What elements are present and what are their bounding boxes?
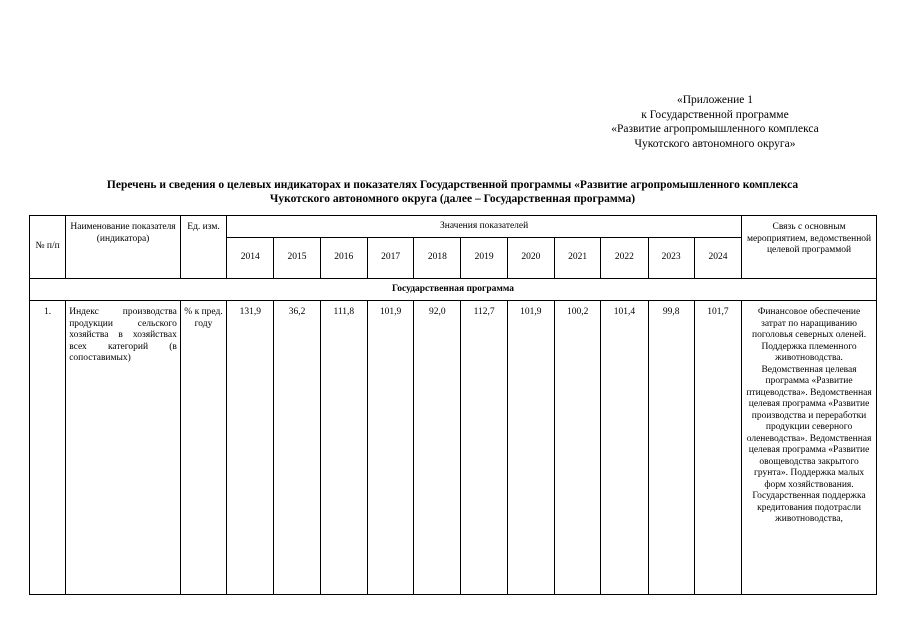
year-header: 2020 bbox=[507, 238, 554, 279]
appendix-line-3: «Развитие агропромышленного комплекса bbox=[611, 123, 819, 135]
year-header: 2021 bbox=[555, 238, 601, 279]
indicators-table bbox=[29, 215, 877, 595]
document-title bbox=[30, 178, 875, 206]
row-name: Индекс производства продукции сельского хозяйства в хозяйствах всех категорий (в сопоставимых) bbox=[66, 301, 181, 595]
year-header: 2015 bbox=[274, 238, 320, 279]
year-header: 2016 bbox=[320, 238, 367, 279]
title-line-2: Чукотского автономного округа (далее – Государственная программа) bbox=[269, 193, 636, 205]
year-header: 2024 bbox=[694, 238, 741, 279]
year-header: 2017 bbox=[367, 238, 413, 279]
year-header: 2019 bbox=[461, 238, 507, 279]
title-line-1: Перечень и сведения о целевых индикаторах и показателях Государственной программы «Развитие агропромышленного комплекса bbox=[106, 179, 799, 191]
year-header: 2022 bbox=[601, 238, 648, 279]
row-value: 101,9 bbox=[367, 301, 413, 595]
row-value: 100,2 bbox=[555, 301, 601, 595]
header-num: № п/п bbox=[30, 216, 66, 279]
year-header: 2014 bbox=[227, 238, 274, 279]
row-value: 99,8 bbox=[648, 301, 694, 595]
row-value: 92,0 bbox=[414, 301, 461, 595]
row-num: 1. bbox=[30, 301, 66, 595]
appendix-block bbox=[590, 93, 840, 151]
year-header: 2018 bbox=[414, 238, 461, 279]
row-value: 36,2 bbox=[274, 301, 320, 595]
row-value: 131,9 bbox=[227, 301, 274, 595]
table-row bbox=[30, 301, 877, 595]
section-title: Государственная программа bbox=[30, 279, 877, 301]
header-name: Наименование показателя (индикатора) bbox=[66, 216, 181, 279]
row-value: 101,4 bbox=[601, 301, 648, 595]
year-header: 2023 bbox=[648, 238, 694, 279]
appendix-line-2: к Государственной программе bbox=[641, 108, 789, 121]
header-unit: Ед. изм. bbox=[180, 216, 226, 279]
row-link: Финансовое обеспечение затрат по наращиванию поголовья северных оленей. Поддержка племенного животноводства. Ведомственная целевая программа «Развитие птицеводства». Ведомственная целевая программа «Развитие производства и переработки продукции северного оленеводства». Ведомственная целевая программа «Развитие овощеводства закрытого грунта». Поддержка малых форм хозяйствования. Государственная поддержка кредитования подотрасли животноводства, bbox=[742, 301, 877, 595]
header-row-1 bbox=[30, 216, 877, 238]
header-values: Значения показателей bbox=[227, 216, 742, 238]
header-link: Связь с основным мероприятием, ведомственной целевой программой bbox=[742, 216, 877, 279]
row-value: 101,7 bbox=[694, 301, 741, 595]
row-value: 111,8 bbox=[320, 301, 367, 595]
section-row bbox=[30, 279, 877, 301]
appendix-line-4: Чукотского автономного округа» bbox=[634, 137, 796, 150]
row-value: 112,7 bbox=[461, 301, 507, 595]
row-unit: % к пред. году bbox=[180, 301, 226, 595]
row-value: 101,9 bbox=[507, 301, 554, 595]
appendix-line-1: «Приложение 1 bbox=[676, 94, 754, 106]
